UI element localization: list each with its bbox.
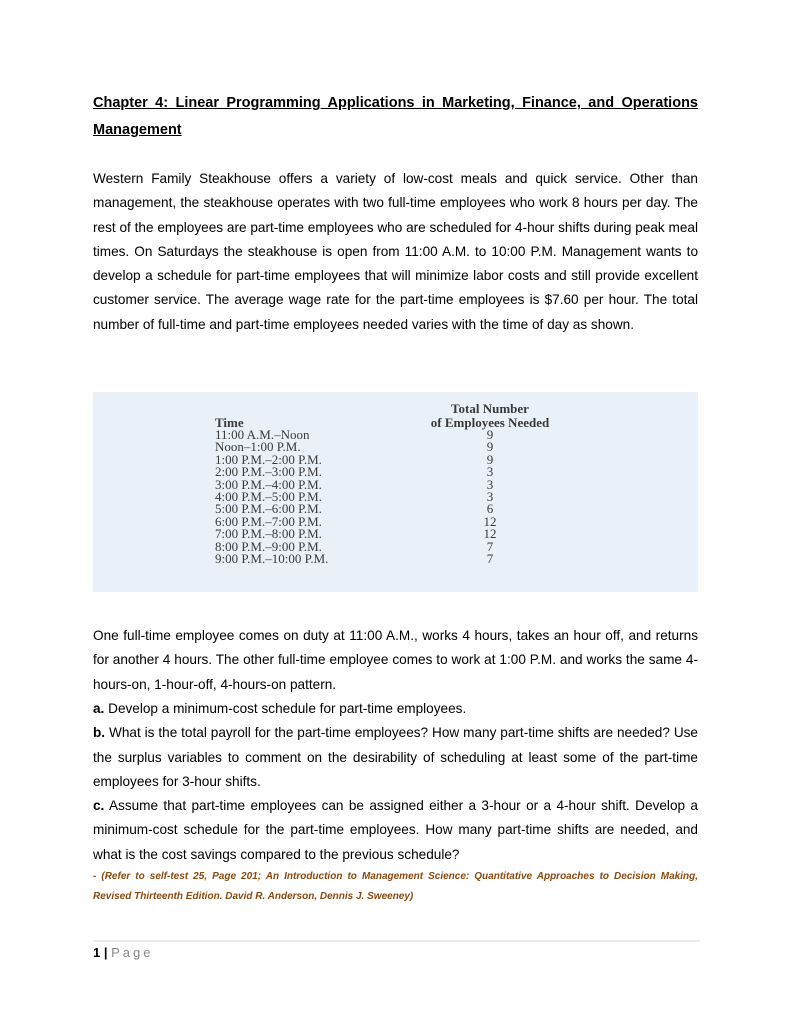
needed-cell: 12 [483, 513, 497, 529]
time-cell: Noon–1:00 P.M. [215, 439, 301, 455]
time-cell: 5:00 P.M.–6:00 P.M. [215, 501, 322, 517]
time-cell: 8:00 P.M.–9:00 P.M. [215, 538, 322, 554]
staffing-table-image [93, 392, 698, 592]
header-line-1: Total Number [451, 401, 529, 416]
question-b: b. What is the total payroll for the part-time employees? How many part-time shifts are needed? Use the surplus variables to comment on the desirability of scheduling at least some of the part-time employees for 3-hour shifts. [93, 725, 698, 789]
time-cell: 2:00 P.M.–3:00 P.M. [215, 464, 322, 480]
needed-cell: 9 [486, 427, 494, 442]
fulltime-paragraph: One full-time employee comes on duty at 11:00 A.M., works 4 hours, takes an hour off, and returns for another 4 hours. The other full-time employee comes to work at 1:00 P.M. and works the same 4-hours-on, 1-hour-off, 4-hours-on pattern. [93, 628, 698, 692]
footer-divider [93, 940, 700, 942]
question-a: a. Develop a minimum-cost schedule for part-time employees. [93, 701, 467, 716]
header-time: Time [215, 414, 244, 430]
fulltime-section [93, 624, 698, 697]
page-label: Page [111, 945, 154, 960]
needed-cell: 12 [483, 526, 497, 542]
footer-separator: | [103, 945, 108, 960]
time-cell: 4:00 P.M.–5:00 P.M. [215, 489, 322, 505]
staffing-table [215, 402, 575, 565]
header-section [93, 90, 698, 144]
header-line-2: of Employees Needed [430, 414, 550, 430]
needed-cell: 7 [486, 551, 494, 567]
header-employees-needed [405, 402, 575, 429]
page-footer [93, 945, 154, 960]
intro-section [93, 167, 698, 337]
needed-cell: 9 [486, 451, 494, 467]
intro-paragraph: Western Family Steakhouse offers a variety of low-cost meals and quick service. Other than management, the steakhouse operates with two full-time employees who work 8 hours per day. The rest of the employees are part-time employees who are scheduled for 4-hour shifts during peak meal times. On Saturdays the steakhouse is open from 11:00 A.M. to 10:00 P.M. Management wants to develop a schedule for part-time employees that will minimize labor costs and still provide excellent customer service. The average wage rate for the part-time employees is $7.60 per hour. The total number of full-time and part-time employees needed varies with the time of day as shown. [93, 171, 698, 332]
time-cell: 1:00 P.M.–2:00 P.M. [215, 451, 322, 467]
question-c: c. Assume that part-time employees can be assigned either a 3-hour or a 4-hour shift. Develop a minimum-cost schedule for the part-time employees. How many part-time shifts are needed, and what is the cost savings compared to the previous schedule? [93, 798, 698, 862]
time-cell: 6:00 P.M.–7:00 P.M. [215, 513, 322, 529]
time-cell: 9:00 P.M.–10:00 P.M. [215, 551, 329, 567]
time-cell: 3:00 P.M.–4:00 P.M. [215, 476, 322, 492]
needed-cell: 9 [486, 439, 494, 455]
reference-note: - (Refer to self-test 25, Page 201; An Introduction to Management Science: Quantitative Approaches to Decision Making, Revised Thirteenth Edition. David R. Anderson, Dennis J. Sweeney) [93, 871, 698, 903]
time-cell: 7:00 P.M.–8:00 P.M. [215, 526, 322, 542]
page-number: 1 [93, 945, 101, 960]
needed-cell: 3 [486, 464, 494, 480]
needed-cell: 3 [486, 476, 494, 492]
needed-cell: 3 [486, 489, 494, 505]
questions-section [93, 697, 698, 907]
needed-cell: 6 [486, 501, 494, 517]
needed-cell: 7 [486, 538, 494, 554]
table-row [215, 553, 575, 565]
chapter-title: Chapter 4: Linear Programming Applications in Marketing, Finance, and Operations Management [93, 95, 698, 138]
time-cell: 11:00 A.M.–Noon [215, 427, 310, 442]
